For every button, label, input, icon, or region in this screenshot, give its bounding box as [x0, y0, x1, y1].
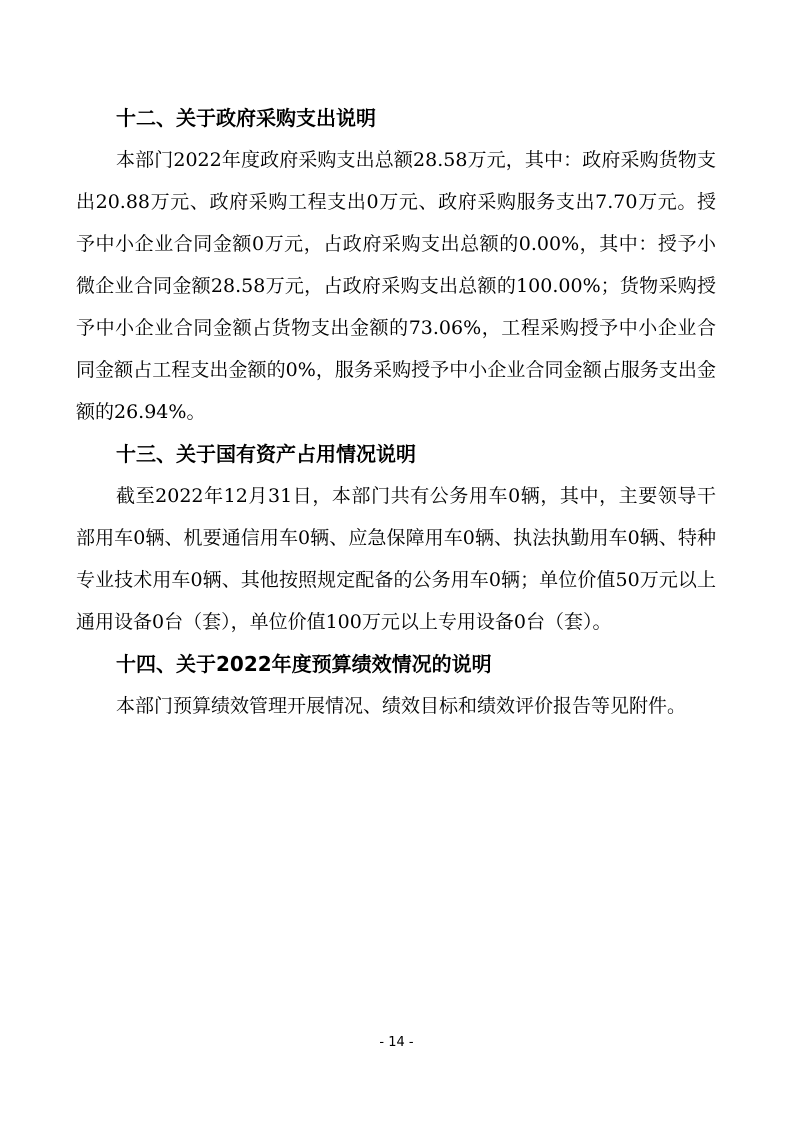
section-paragraph-state-assets: 截至2022年12月31日，本部门共有公务用车0辆，其中，主要领导干部用车0辆、机要通信用车0辆、应急保障用车0辆、执法执勤用车0辆、特种专业技术用车0辆、其他按照规定配备的公务用车0辆；单位价值50万元以上通用设备0台（套），单位价值100万元以上专用设备0台（套）。	[76, 485, 716, 633]
page-number: - 14 -	[379, 1035, 414, 1050]
section-heading-state-assets: 十三、关于国有资产占用情况说明	[116, 442, 416, 466]
section-paragraph-procurement: 本部门2022年度政府采购支出总额28.58万元，其中：政府采购货物支出20.88万元、政府采购工程支出0万元、政府采购服务支出7.70万元。授予中小企业合同金额0万元，占政府采购支出总额的0.00%，其中：授予小微企业合同金额28.58万元，占政府采购支出总额的100.00%；货物采购授予中小企业合同金额占货物支出金额的73.06%，工程采购授予中小企业合同金额占工程支出金额的0%，服务采购授予中小企业合同金额占服务支出金额的26.94%。	[76, 149, 716, 423]
document-body	[76, 97, 716, 727]
section-heading-performance: 十四、关于2022年度预算绩效情况的说明	[116, 652, 492, 676]
section-heading-procurement: 十二、关于政府采购支出说明	[116, 106, 376, 130]
section-paragraph-performance: 本部门预算绩效管理开展情况、绩效目标和绩效评价报告等见附件。	[116, 695, 687, 717]
